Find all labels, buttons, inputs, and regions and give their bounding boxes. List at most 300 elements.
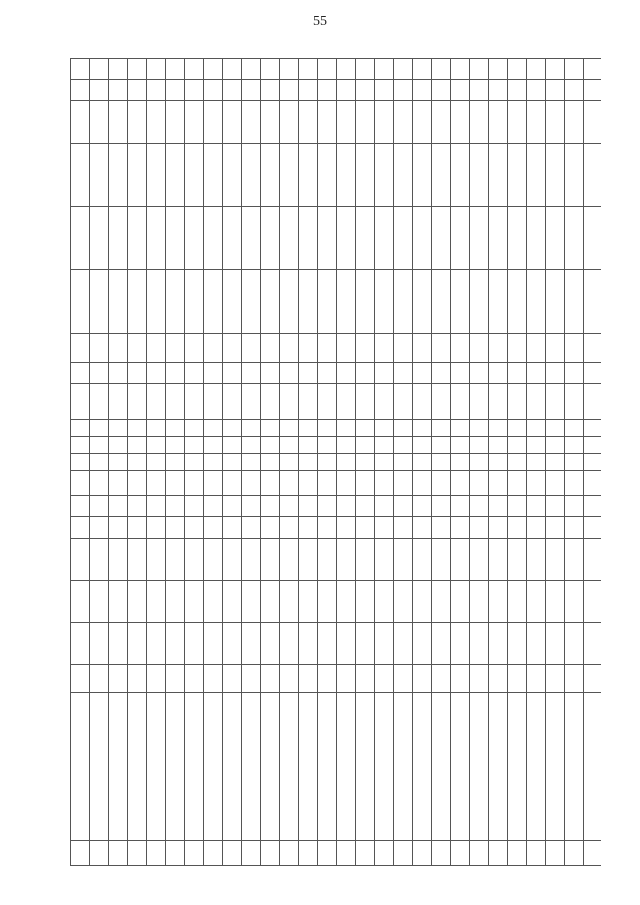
- table-cell: [261, 496, 280, 517]
- table-cell: [356, 665, 375, 692]
- table-cell: [375, 143, 394, 206]
- table-cell: [508, 470, 527, 495]
- table-cell: [508, 384, 527, 420]
- table-cell: [90, 206, 109, 269]
- table-cell: [584, 143, 602, 206]
- table-cell: [185, 420, 204, 437]
- table-row: [451, 59, 470, 866]
- table-cell: [356, 333, 375, 363]
- table-cell: [546, 59, 565, 80]
- table-cell: [394, 454, 413, 471]
- table-cell: [394, 206, 413, 269]
- table-cell: [489, 538, 508, 580]
- table-cell: [318, 840, 337, 865]
- table-cell: [489, 840, 508, 865]
- table-cell: [451, 363, 470, 384]
- table-cell: [584, 580, 602, 622]
- table-cell: [394, 517, 413, 538]
- table-cell: [147, 538, 166, 580]
- table-cell: [413, 363, 432, 384]
- table-cell: [375, 363, 394, 384]
- table-cell: [128, 59, 147, 80]
- table-cell: [318, 270, 337, 333]
- table-cell: [299, 517, 318, 538]
- table-cell: [90, 470, 109, 495]
- table-cell: [204, 517, 223, 538]
- table-cell: [337, 496, 356, 517]
- table-cell: [413, 692, 432, 840]
- table-cell: [280, 80, 299, 101]
- table-cell: [109, 80, 128, 101]
- table-cell: [185, 692, 204, 840]
- table-cell: [204, 538, 223, 580]
- table-row: [185, 59, 204, 866]
- table-cell: [128, 496, 147, 517]
- table-header-cell: [71, 692, 90, 840]
- table-cell: [147, 384, 166, 420]
- table-cell: [584, 517, 602, 538]
- table-cell: [546, 538, 565, 580]
- table-cell: [109, 580, 128, 622]
- table-cell: [565, 384, 584, 420]
- table-row: [280, 59, 299, 866]
- table-cell: [527, 384, 546, 420]
- table-cell: [204, 59, 223, 80]
- table-cell: [565, 470, 584, 495]
- table-cell: [280, 454, 299, 471]
- table-cell: [280, 420, 299, 437]
- table-cell: [394, 623, 413, 665]
- table-cell: [223, 517, 242, 538]
- table-cell: [508, 333, 527, 363]
- table-cell: [375, 333, 394, 363]
- table-cell: [261, 840, 280, 865]
- table-cell: [337, 623, 356, 665]
- table-cell: [90, 517, 109, 538]
- table-cell: [299, 80, 318, 101]
- table-cell: [318, 580, 337, 622]
- table-cell: [147, 101, 166, 143]
- table-row: [470, 59, 489, 866]
- table-cell: [223, 692, 242, 840]
- table-cell: [527, 470, 546, 495]
- table-cell: [109, 333, 128, 363]
- table-cell: [242, 496, 261, 517]
- table-cell: [147, 496, 166, 517]
- table-cell: [527, 101, 546, 143]
- table-cell: [546, 517, 565, 538]
- table-cell: [166, 517, 185, 538]
- table-row: [432, 59, 451, 866]
- table-header-cell: [71, 101, 90, 143]
- table-cell: [242, 101, 261, 143]
- table-cell: [413, 454, 432, 471]
- table-cell: [204, 692, 223, 840]
- table-cell: [527, 333, 546, 363]
- table-cell: [261, 420, 280, 437]
- table-cell: [299, 363, 318, 384]
- table-cell: [413, 437, 432, 454]
- table-cell: [356, 454, 375, 471]
- table-row: [204, 59, 223, 866]
- table-cell: [451, 580, 470, 622]
- table-cell: [90, 333, 109, 363]
- table-cell: [299, 437, 318, 454]
- table-cell: [565, 59, 584, 80]
- table-row: [508, 59, 527, 866]
- table-cell: [375, 692, 394, 840]
- table-cell: [185, 333, 204, 363]
- table-cell: [565, 840, 584, 865]
- table-cell: [451, 270, 470, 333]
- table-cell: [432, 143, 451, 206]
- table-cell: [261, 470, 280, 495]
- table-cell: [109, 840, 128, 865]
- table-cell: [128, 143, 147, 206]
- table-cell: [223, 665, 242, 692]
- table-header-cell: [71, 580, 90, 622]
- table-cell: [432, 59, 451, 80]
- table-cell: [242, 623, 261, 665]
- table-cell: [109, 59, 128, 80]
- table-cell: [185, 101, 204, 143]
- table-cell: [223, 143, 242, 206]
- table-cell: [356, 420, 375, 437]
- table-cell: [318, 496, 337, 517]
- table-cell: [185, 517, 204, 538]
- table-cell: [223, 454, 242, 471]
- table-cell: [508, 270, 527, 333]
- table-cell: [413, 623, 432, 665]
- table-cell: [90, 363, 109, 384]
- table-cell: [489, 333, 508, 363]
- table-cell: [337, 101, 356, 143]
- table-cell: [394, 101, 413, 143]
- table-cell: [546, 101, 565, 143]
- table-cell: [394, 363, 413, 384]
- table-cell: [470, 665, 489, 692]
- table-cell: [432, 420, 451, 437]
- table-cell: [432, 454, 451, 471]
- table-cell: [242, 437, 261, 454]
- table-cell: [318, 143, 337, 206]
- table-cell: [109, 470, 128, 495]
- table-cell: [451, 80, 470, 101]
- table-cell: [90, 420, 109, 437]
- table-cell: [394, 270, 413, 333]
- table-cell: [432, 538, 451, 580]
- table-cell: [356, 538, 375, 580]
- table-cell: [527, 517, 546, 538]
- table-cell: [527, 538, 546, 580]
- table-cell: [280, 333, 299, 363]
- table-cell: [280, 59, 299, 80]
- table-cell: [337, 384, 356, 420]
- table-cell: [223, 80, 242, 101]
- table-rotation-frame: [70, 58, 601, 866]
- table-cell: [489, 623, 508, 665]
- table-cell: [565, 692, 584, 840]
- table-cell: [527, 420, 546, 437]
- table-cell: [527, 623, 546, 665]
- table-cell: [394, 420, 413, 437]
- table-cell: [337, 437, 356, 454]
- table-cell: [451, 470, 470, 495]
- table-cell: [375, 437, 394, 454]
- table-cell: [147, 437, 166, 454]
- table-cell: [128, 665, 147, 692]
- table-cell: [356, 80, 375, 101]
- table-cell: [147, 363, 166, 384]
- table-cell: [432, 496, 451, 517]
- table-cell: [166, 101, 185, 143]
- table-cell: [166, 80, 185, 101]
- table-cell: [508, 496, 527, 517]
- table-cell: [223, 496, 242, 517]
- table-cell: [223, 623, 242, 665]
- table-cell: [508, 59, 527, 80]
- table-cell: [337, 270, 356, 333]
- table-cell: [261, 623, 280, 665]
- table-cell: [223, 363, 242, 384]
- table-cell: [489, 206, 508, 269]
- table-cell: [128, 538, 147, 580]
- table-cell: [508, 517, 527, 538]
- table-cell: [375, 101, 394, 143]
- table-cell: [299, 665, 318, 692]
- table-cell: [261, 206, 280, 269]
- table-cell: [109, 206, 128, 269]
- table-row: [318, 59, 337, 866]
- table-cell: [128, 470, 147, 495]
- table-cell: [242, 692, 261, 840]
- table-cell: [451, 692, 470, 840]
- table-cell: [280, 623, 299, 665]
- table-cell: [299, 470, 318, 495]
- table-cell: [394, 470, 413, 495]
- table-cell: [299, 420, 318, 437]
- table-cell: [299, 270, 318, 333]
- table-cell: [489, 437, 508, 454]
- table-cell: [109, 363, 128, 384]
- table-cell: [508, 692, 527, 840]
- table-cell: [204, 206, 223, 269]
- table-cell: [394, 59, 413, 80]
- table-cell: [109, 437, 128, 454]
- table-cell: [90, 59, 109, 80]
- table-cell: [546, 454, 565, 471]
- table-header-cell: [71, 623, 90, 665]
- table-cell: [565, 454, 584, 471]
- table-header-cell: [71, 333, 90, 363]
- table-row: [337, 59, 356, 866]
- table-cell: [470, 101, 489, 143]
- table-cell: [356, 437, 375, 454]
- table-cell: [565, 270, 584, 333]
- table-cell: [204, 420, 223, 437]
- table-cell: [261, 665, 280, 692]
- table-cell: [109, 420, 128, 437]
- table-cell: [375, 623, 394, 665]
- table-cell: [508, 206, 527, 269]
- table-cell: [242, 143, 261, 206]
- table-cell: [166, 496, 185, 517]
- table-cell: [280, 496, 299, 517]
- table-cell: [584, 623, 602, 665]
- table-cell: [318, 454, 337, 471]
- table-cell: [413, 538, 432, 580]
- table-cell: [299, 692, 318, 840]
- table-cell: [337, 333, 356, 363]
- table-cell: [299, 496, 318, 517]
- table-cell: [280, 206, 299, 269]
- table-row: [584, 59, 602, 866]
- table-cell: [318, 59, 337, 80]
- table-cell: [337, 59, 356, 80]
- table-header-row: [71, 59, 90, 866]
- table-cell: [204, 270, 223, 333]
- table-cell: [432, 580, 451, 622]
- table-cell: [299, 333, 318, 363]
- table-cell: [147, 623, 166, 665]
- table-cell: [546, 470, 565, 495]
- table-cell: [280, 538, 299, 580]
- table-cell: [185, 454, 204, 471]
- table-cell: [185, 496, 204, 517]
- table-cell: [337, 517, 356, 538]
- table-cell: [584, 692, 602, 840]
- table-cell: [337, 580, 356, 622]
- table-header-cell: [71, 80, 90, 101]
- table-cell: [527, 270, 546, 333]
- table-cell: [318, 437, 337, 454]
- table-row: [413, 59, 432, 866]
- table-cell: [242, 538, 261, 580]
- table-cell: [375, 840, 394, 865]
- table-cell: [90, 623, 109, 665]
- table-header-cell: [71, 270, 90, 333]
- table-cell: [451, 840, 470, 865]
- table-cell: [204, 363, 223, 384]
- table-cell: [147, 420, 166, 437]
- table-cell: [280, 665, 299, 692]
- table-cell: [546, 333, 565, 363]
- table-cell: [356, 623, 375, 665]
- table-header-cell: [71, 538, 90, 580]
- table-cell: [546, 496, 565, 517]
- table-cell: [432, 665, 451, 692]
- table-cell: [565, 517, 584, 538]
- table-cell: [470, 143, 489, 206]
- table-cell: [280, 270, 299, 333]
- table-cell: [337, 665, 356, 692]
- table-cell: [318, 206, 337, 269]
- table-cell: [261, 517, 280, 538]
- table-cell: [546, 270, 565, 333]
- table-cell: [261, 363, 280, 384]
- table-cell: [451, 437, 470, 454]
- table-cell: [432, 384, 451, 420]
- table-header-cell: [71, 840, 90, 865]
- table-cell: [584, 538, 602, 580]
- table-cell: [432, 470, 451, 495]
- table-cell: [90, 692, 109, 840]
- table-cell: [109, 538, 128, 580]
- table-cell: [280, 470, 299, 495]
- table-cell: [356, 384, 375, 420]
- table-cell: [432, 270, 451, 333]
- table-cell: [109, 101, 128, 143]
- table-cell: [413, 143, 432, 206]
- table-cell: [413, 496, 432, 517]
- table-row: [356, 59, 375, 866]
- table-header-cell: [71, 384, 90, 420]
- table-cell: [470, 59, 489, 80]
- table-cell: [394, 437, 413, 454]
- table-cell: [470, 206, 489, 269]
- table-cell: [375, 470, 394, 495]
- table-cell: [166, 384, 185, 420]
- table-cell: [470, 470, 489, 495]
- table-cell: [375, 59, 394, 80]
- table-cell: [204, 80, 223, 101]
- table-cell: [356, 363, 375, 384]
- table-cell: [261, 538, 280, 580]
- table-cell: [470, 692, 489, 840]
- table-cell: [451, 143, 470, 206]
- table-cell: [451, 206, 470, 269]
- table-cell: [470, 623, 489, 665]
- table-cell: [546, 384, 565, 420]
- table-cell: [299, 384, 318, 420]
- table-cell: [356, 143, 375, 206]
- table-cell: [489, 270, 508, 333]
- table-cell: [109, 665, 128, 692]
- table-cell: [413, 270, 432, 333]
- table-cell: [318, 384, 337, 420]
- table-cell: [356, 101, 375, 143]
- table-cell: [147, 840, 166, 865]
- table-cell: [185, 580, 204, 622]
- table-cell: [242, 454, 261, 471]
- table-row: [242, 59, 261, 866]
- table-cell: [375, 496, 394, 517]
- table-row: [128, 59, 147, 866]
- table-cell: [508, 454, 527, 471]
- table-cell: [546, 692, 565, 840]
- table-cell: [565, 496, 584, 517]
- table-row: [527, 59, 546, 866]
- table-cell: [280, 517, 299, 538]
- table-cell: [280, 101, 299, 143]
- table-cell: [413, 101, 432, 143]
- table-cell: [223, 580, 242, 622]
- table-cell: [451, 623, 470, 665]
- table-cell: [394, 143, 413, 206]
- table-cell: [527, 143, 546, 206]
- table-cell: [223, 270, 242, 333]
- table-cell: [432, 80, 451, 101]
- table-cell: [565, 420, 584, 437]
- table-cell: [451, 665, 470, 692]
- table-cell: [356, 580, 375, 622]
- table-cell: [261, 80, 280, 101]
- table-cell: [584, 59, 602, 80]
- table-cell: [90, 496, 109, 517]
- table-cell: [280, 384, 299, 420]
- table-cell: [451, 59, 470, 80]
- table-cell: [489, 384, 508, 420]
